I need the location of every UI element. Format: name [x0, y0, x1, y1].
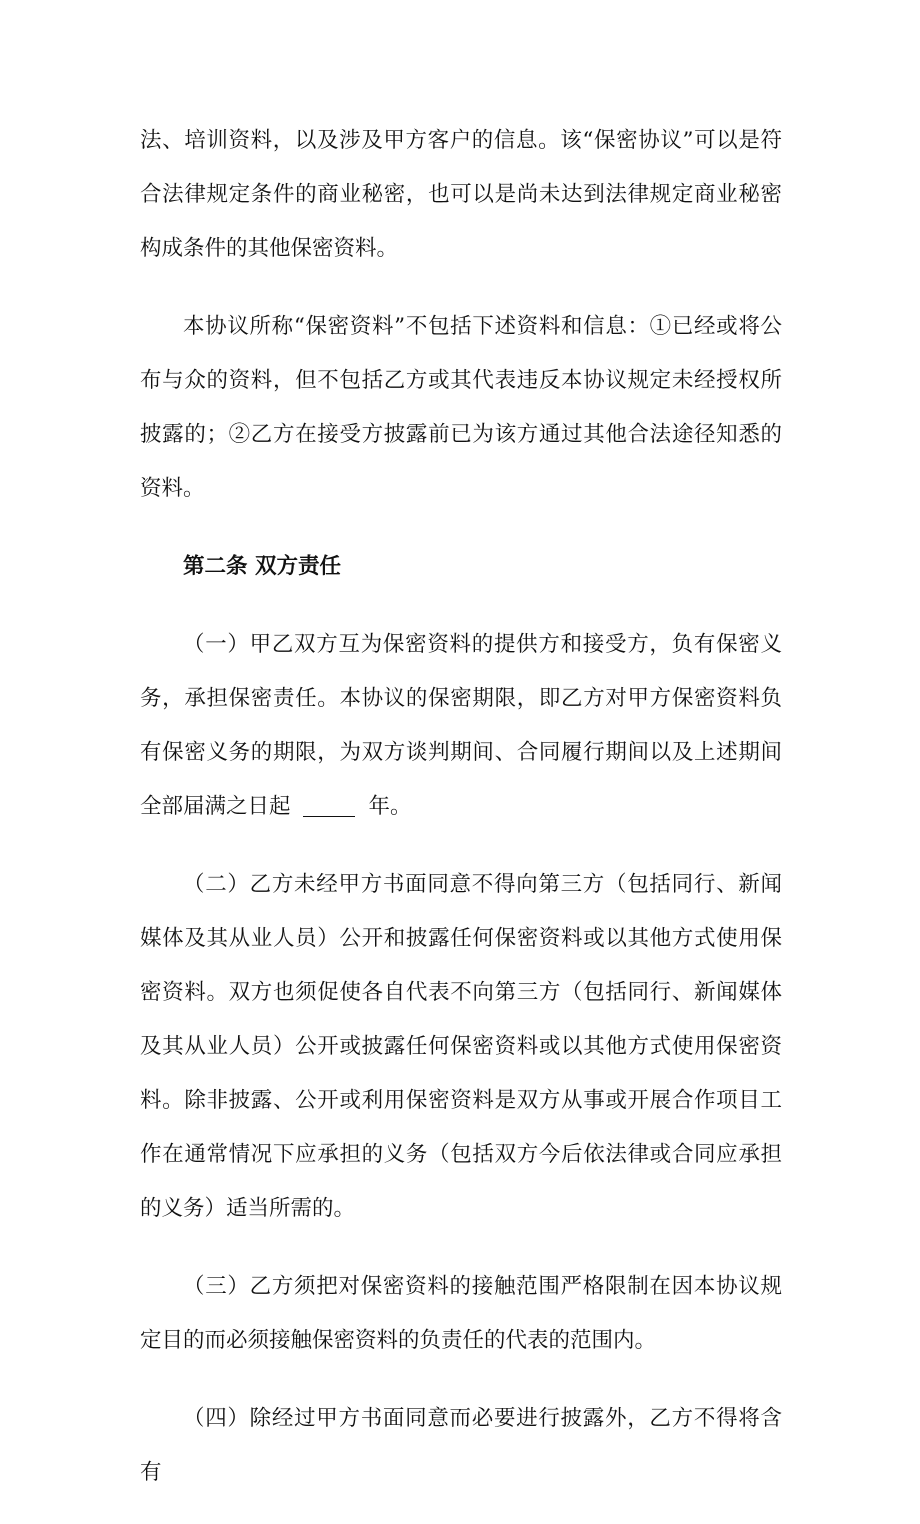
paragraph-exclusions: 本协议所称“保密资料”不包括下述资料和信息：①已经或将公布与众的资料，但不包括乙方或其代表违反本协议规定未经授权所披露的；②乙方在接受方披露前已为该方通过其他合法途径知悉的资料。 — [140, 314, 782, 501]
document-page — [140, 114, 782, 1524]
section-heading-article-2: 第二条 双方责任 — [183, 554, 341, 579]
paragraph-definition-continued: 法、培训资料，以及涉及甲方客户的信息。该“保密协议”可以是符合法律规定条件的商业秘密，也可以是尚未达到法律规定商业秘密构成条件的其他保密资料。 — [140, 128, 782, 261]
years-blank-field — [303, 796, 355, 817]
paragraph-clause-2: （二）乙方未经甲方书面同意不得向第三方（包括同行、新闻媒体及其从业人员）公开和披露任何保密资料或以其他方式使用保密资料。双方也须促使各自代表不向第三方（包括同行、新闻媒体及其从业人员）公开或披露任何保密资料或以其他方式使用保密资料。除非披露、公开或利用保密资料是双方从事或开展合作项目工作在通常情况下应承担的义务（包括双方今后依法律或合同应承担的义务）适当所需的。 — [140, 872, 782, 1221]
paragraph-clause-4: （四）除经过甲方书面同意而必要进行披露外，乙方不得将含有 — [140, 1406, 782, 1485]
clause-1-text: （一）甲乙双方互为保密资料的提供方和接受方，负有保密义务，承担保密责任。本协议的保密期限，即乙方对甲方保密资料负有保密义务的期限，为双方谈判期间、合同履行期间以及上述期间全部届满之日起 — [140, 632, 782, 819]
paragraph-clause-1 — [140, 618, 782, 834]
paragraph-clause-3: （三）乙方须把对保密资料的接触范围严格限制在因本协议规定目的而必须接触保密资料的负责任的代表的范围内。 — [140, 1274, 782, 1353]
clause-1-suffix: 年。 — [368, 794, 412, 819]
